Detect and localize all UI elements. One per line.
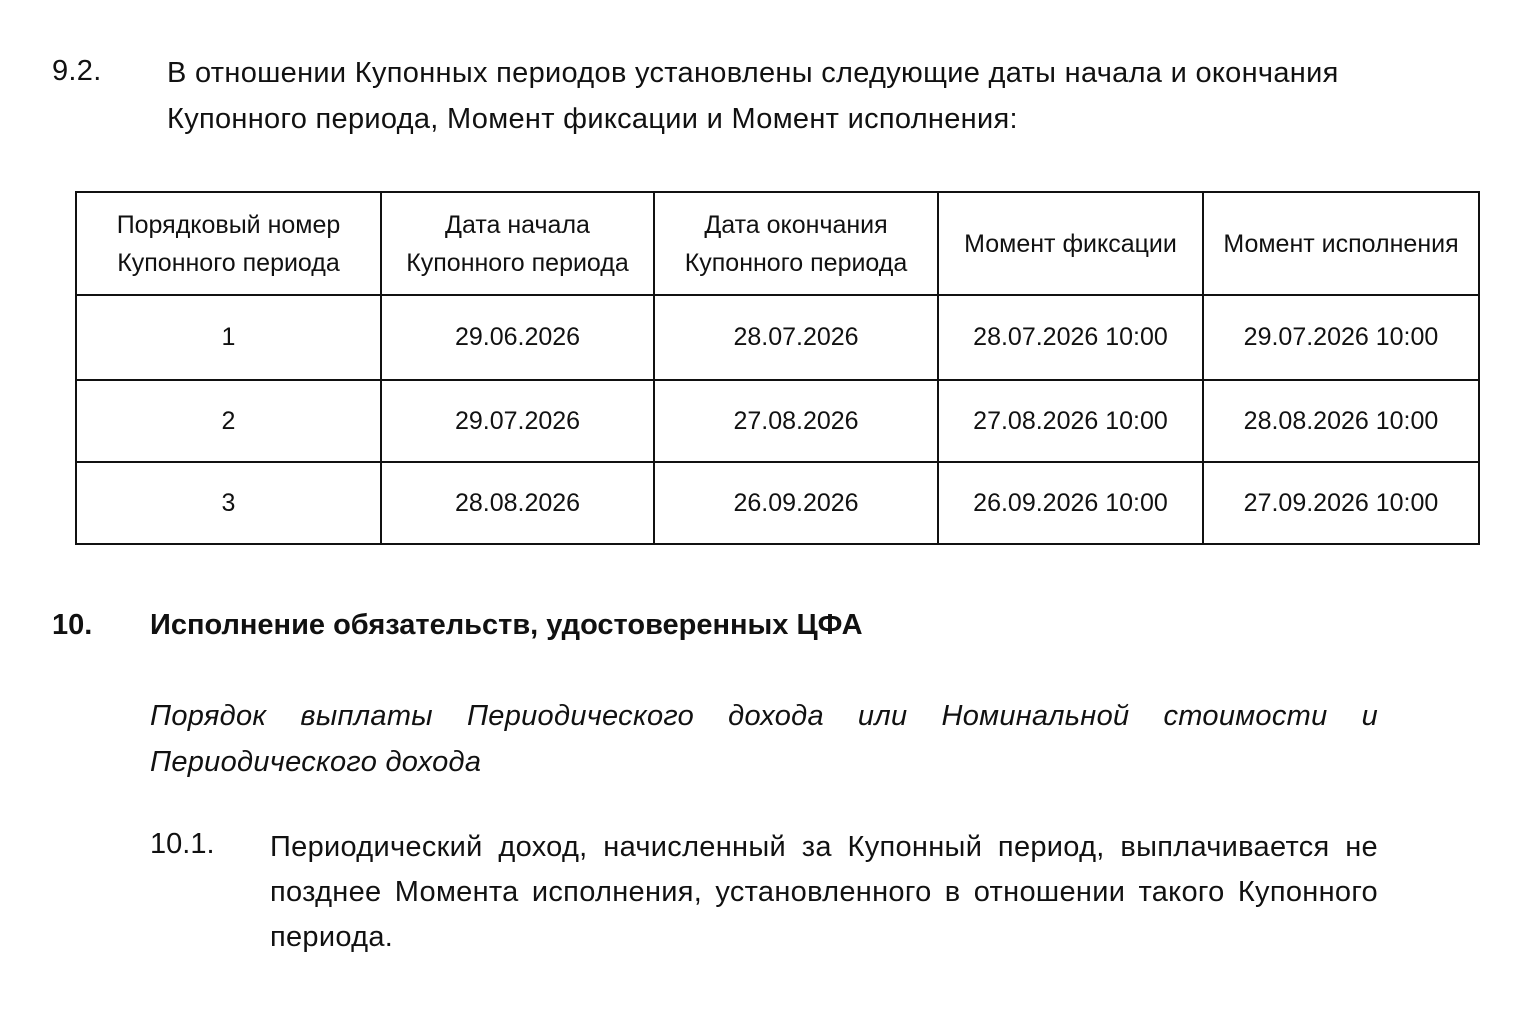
table-row bbox=[76, 462, 1479, 544]
header-end-date: Дата окончания Купонного периода bbox=[654, 192, 938, 295]
clause-text: Периодический доход, начисленный за Купонный период, выплачивается не позднее Момента исполнения, установленного в отношении такого Купонного периода. bbox=[270, 831, 1378, 953]
cell-end-date: 28.07.2026 bbox=[654, 295, 938, 380]
clause-number: 10.1. bbox=[150, 828, 215, 860]
section-subtitle: Порядок выплаты Периодического дохода или Номинальной стоимости и Периодического дохода bbox=[150, 700, 1378, 778]
cell-execution-moment: 27.09.2026 10:00 bbox=[1203, 462, 1479, 544]
clause-text: В отношении Купонных периодов установлены следующие даты начала и окончания Купонного периода, Момент фиксации и Момент исполнения: bbox=[167, 57, 1339, 135]
section-number: 10. bbox=[52, 609, 93, 641]
table-row bbox=[76, 295, 1479, 380]
header-start-date: Дата начала Купонного периода bbox=[381, 192, 654, 295]
cell-start-date: 28.08.2026 bbox=[381, 462, 654, 544]
section-title: Исполнение обязательств, удостоверенных ЦФА bbox=[150, 609, 863, 641]
table-row bbox=[76, 380, 1479, 462]
cell-fixing-moment: 27.08.2026 10:00 bbox=[938, 380, 1203, 462]
cell-execution-moment: 28.08.2026 10:00 bbox=[1203, 380, 1479, 462]
cell-period-number: 2 bbox=[76, 380, 381, 462]
cell-period-number: 1 bbox=[76, 295, 381, 380]
cell-period-number: 3 bbox=[76, 462, 381, 544]
cell-start-date: 29.06.2026 bbox=[381, 295, 654, 380]
clause-number: 9.2. bbox=[52, 55, 102, 87]
header-fixing-moment: Момент фиксации bbox=[938, 192, 1203, 295]
coupon-periods-table bbox=[75, 191, 1480, 545]
cell-start-date: 29.07.2026 bbox=[381, 380, 654, 462]
header-execution-moment: Момент исполнения bbox=[1203, 192, 1479, 295]
cell-fixing-moment: 26.09.2026 10:00 bbox=[938, 462, 1203, 544]
cell-execution-moment: 29.07.2026 10:00 bbox=[1203, 295, 1479, 380]
header-period-number: Порядковый номер Купонного периода bbox=[76, 192, 381, 295]
cell-fixing-moment: 28.07.2026 10:00 bbox=[938, 295, 1203, 380]
table-header-row bbox=[76, 192, 1479, 295]
cell-end-date: 26.09.2026 bbox=[654, 462, 938, 544]
cell-end-date: 27.08.2026 bbox=[654, 380, 938, 462]
